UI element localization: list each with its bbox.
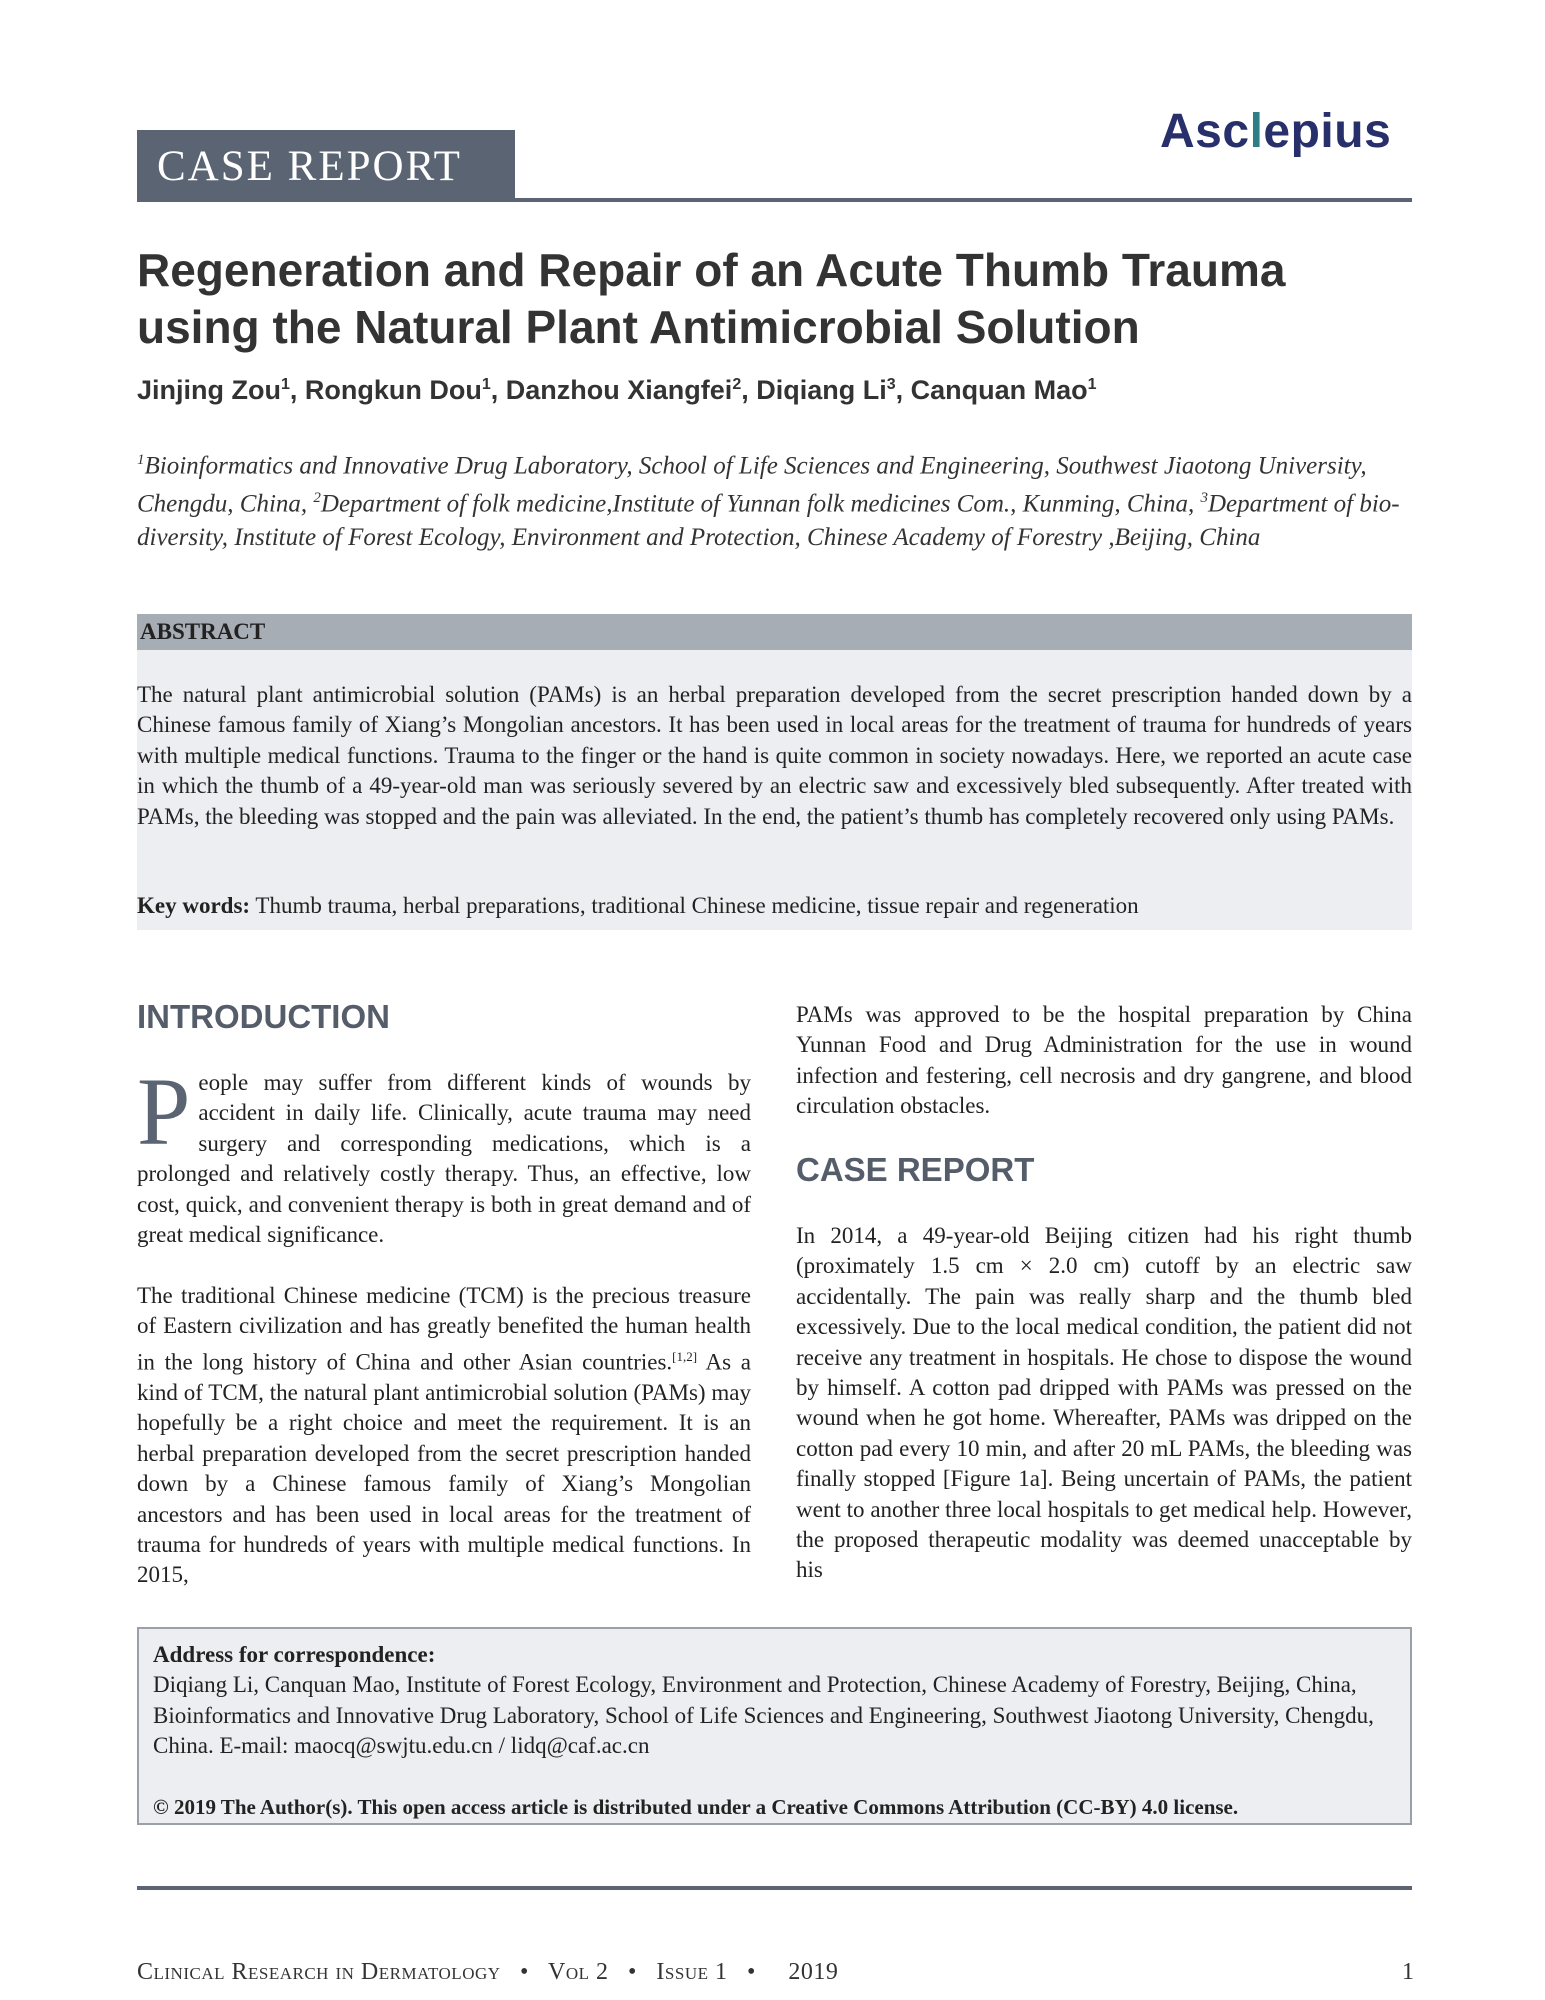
affiliations (137, 444, 1417, 554)
footer-separator: • (520, 1959, 529, 1985)
affiliation-number: 3 (1200, 490, 1208, 507)
affiliation-text: Department of bio-diversity, Institute of Forest Ecology, Environment and Protection, Chinese Academy of Forestry ,Beijing, China (137, 490, 1400, 551)
journal-volume: Vol 2 (548, 1959, 609, 1985)
keywords-label: Key words: (137, 893, 251, 918)
page-number: 1 (1402, 1959, 1414, 1985)
introduction-heading: INTRODUCTION (137, 998, 390, 1035)
intro-paragraph-1-text: eople may suffer from different kinds of wounds by accident in daily life. Clinically, acute trauma may need surgery and corresponding medications, which is a prolonged and relatively costly therapy. Thus, an effective, low cost, quick, and convenient therapy is both in great demand and of great medical significance. (137, 1070, 751, 1248)
affiliation-text: Bioinformatics and Innovative Drug Laboratory, School of Life Sciences and Engineering, Southwest Jiaotong University, Chengdu, China, (137, 452, 1367, 518)
citation-ref[interactable]: [1,2] (672, 1348, 698, 1364)
logo-text-part3: epius (1263, 105, 1392, 158)
case-report-paragraph: In 2014, a 49-year-old Beijing citizen had his right thumb (proximately 1.5 cm × 2.0 cm) cutoff by an electric saw accidentally. The pain was really sharp and the thumb bled excessively. Due to the local medical condition, the patient did not receive any treatment in hospitals. He chose to dispose the wound by himself. A cotton pad dripped with PAMs was pressed on the wound when he got home. Whereafter, PAMs was dripped on the cotton pad every 10 min, and after 20 mL PAMs, the bleeding was finally stopped [Figure 1a]. Being uncertain of PAMs, the patient went to another three local hospitals to get medical help. However, the proposed therapeutic modality was deemed unacceptable by his (796, 1223, 1412, 1583)
logo-staff-letter: l (1249, 105, 1264, 158)
author-name: Danzhou Xiangfei (505, 375, 733, 405)
keywords (137, 893, 1412, 919)
publisher-logo (1160, 104, 1391, 159)
correspondence-box (137, 1627, 1412, 1825)
affiliation-number: 1 (137, 452, 145, 468)
author-name: Diqiang Li (756, 375, 887, 405)
author-affiliation-mark: 1 (1087, 376, 1097, 393)
abstract-heading: ABSTRACT (137, 614, 1412, 650)
intro-paragraph-1 (137, 1058, 751, 1250)
header-divider (137, 198, 1412, 202)
intro-paragraph-2-text-a: The traditional Chinese medicine (TCM) is the precious treasure of Eastern civilization and has greatly benefited the human health in the long history of China and other Asian countries. (137, 1283, 751, 1375)
copyright-notice: © 2019 The Author(s). This open access article is distributed under a Creative Commons Attribution (CC-BY) 4.0 license. (153, 1794, 1239, 1819)
article-type-label: CASE REPORT (157, 142, 462, 190)
affiliation-number: 2 (313, 490, 321, 507)
author-list: Jinjing Zou$^1$, Rongkun Dou$^1$, Danzhou Xiangfei$^2$, Diqiang Li$^3$, Canquan Mao$^1$ (137, 375, 1097, 405)
affiliation-text: Department of folk medicine,Institute of Yunnan folk medicines Com., Kunming, China, (320, 490, 1201, 518)
case-report-heading: CASE REPORT (796, 1151, 1035, 1188)
author-name: Canquan Mao (910, 375, 1088, 405)
author-affiliation-mark: 3 (886, 376, 896, 393)
correspondence-heading: Address for correspondence: (153, 1642, 436, 1667)
journal-year: 2019 (788, 1959, 839, 1985)
intro-paragraph-2 (137, 1281, 751, 1591)
author-affiliation-mark: 1 (481, 376, 491, 393)
correspondence-text: Diqiang Li, Canquan Mao, Institute of Forest Ecology, Environment and Protection, Chinese Academy of Forestry, Beijing, China, Bioinformatics and Innovative Drug Laboratory, School of Life Sciences and Engineering, Southwest Jiaotong University, Chengdu, China. E-mail: maocq@swjtu.edu.cn / lidq@caf.ac.cn (153, 1672, 1374, 1759)
footer-separator: • (628, 1959, 637, 1985)
intro-paragraph-2-text-b: As a kind of TCM, the natural plant antimicrobial solution (PAMs) may hopefully be a right choice and meet the requirement. It is an herbal preparation developed from the secret prescription handed down by a Chinese famous family of Xiang’s Mongolian ancestors and has been used in local areas for the treatment of trauma for hundreds of years with multiple medical functions. In 2015, (137, 1349, 752, 1588)
author-affiliation-mark: 1 (280, 376, 290, 393)
drop-cap: P (137, 1058, 191, 1165)
intro-continuation: PAMs was approved to be the hospital preparation by China Yunnan Food and Drug Administration for the use in wound infection and festering, cell necrosis and dry gangrene, and blood circulation obstacles. (796, 1002, 1412, 1119)
author-name: Jinjing Zou (137, 375, 281, 405)
logo-text-part1: Asc (1160, 105, 1250, 158)
article-title: Regeneration and Repair of an Acute Thumb Trauma using the Natural Plant Antimicrobial Solution (137, 244, 1286, 353)
author-affiliation-mark: 2 (732, 376, 742, 393)
footer-separator: • (746, 1959, 756, 1985)
journal-issue: Issue 1 (656, 1959, 728, 1985)
keywords-list: Thumb trauma, herbal preparations, traditional Chinese medicine, tissue repair and regeneration (255, 893, 1139, 918)
abstract-text: The natural plant antimicrobial solution (PAMs) is an herbal preparation developed from the secret prescription handed down by a Chinese famous family of Xiang’s Mongolian ancestors. It has been used in local areas for the treatment of trauma for hundreds of years with multiple medical functions. Trauma to the finger or the hand is quite common in society nowadays. Here, we reported an acute case in which the thumb of a 49-year-old man was seriously severed by an electric saw and excessively bled subsequently. After treated with PAMs, the bleeding was stopped and the pain was alleviated. In the end, the patient’s thumb has completely recovered only using PAMs. (137, 682, 1412, 829)
article-type-banner (137, 130, 515, 202)
footer-divider (137, 1886, 1412, 1890)
journal-name: Clinical Research in Dermatology (137, 1959, 501, 1985)
journal-footer (137, 1959, 838, 1986)
author-name: Rongkun Dou (304, 375, 482, 405)
